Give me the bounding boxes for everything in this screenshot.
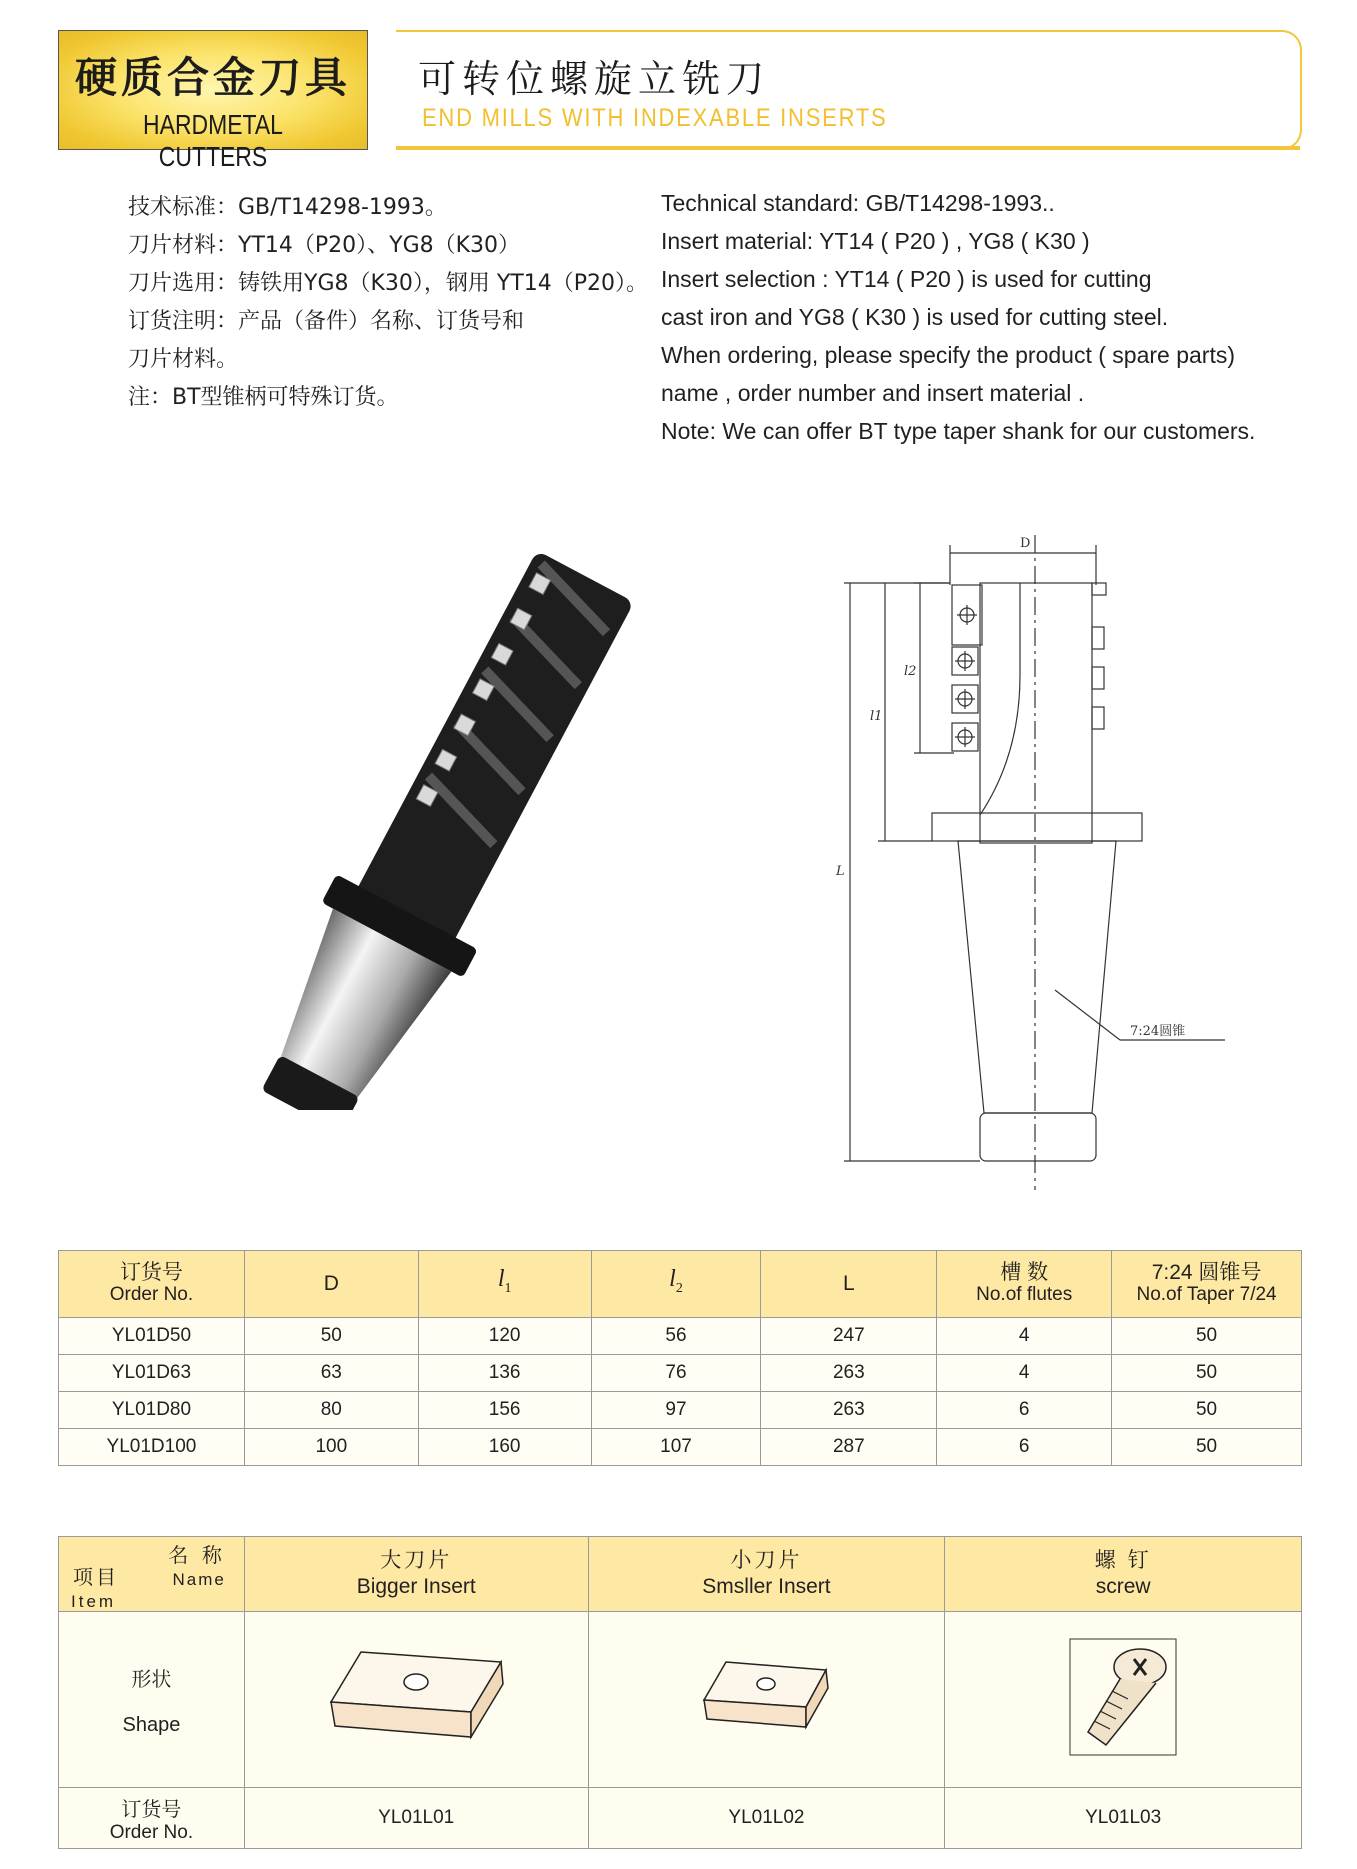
- page-title-cn: 可转位螺旋立铣刀: [418, 57, 771, 101]
- screw-shape: [945, 1612, 1302, 1788]
- parts-order-row: [59, 1788, 1302, 1849]
- header-D: D: [244, 1251, 418, 1318]
- page-title-en: END MILLS WITH INDEXABLE INSERTS: [422, 104, 888, 132]
- column-smaller-insert: 小刀片 Smsller Insert: [588, 1537, 945, 1612]
- drawing-label-taper: 7:24圆锥: [1130, 1024, 1186, 1039]
- screw-icon: [1068, 1637, 1178, 1757]
- cell-order: YL01D63: [59, 1355, 245, 1392]
- header-flutes: 槽 数 No.of flutes: [937, 1251, 1112, 1318]
- cell-taper: 50: [1112, 1392, 1302, 1429]
- header-l2: $l_2$: [591, 1251, 761, 1318]
- shape-label-cell: 形状 Shape: [59, 1612, 245, 1788]
- parts-header-row: [59, 1537, 1302, 1612]
- column-bigger-insert: 大刀片 Bigger Insert: [244, 1537, 588, 1612]
- cell-order: YL01D80: [59, 1392, 245, 1429]
- cell-D: 50: [244, 1318, 418, 1355]
- header-taper: 7:24 圆锥号 No.of Taper 7/24: [1112, 1251, 1302, 1318]
- smaller-insert-icon: [696, 1652, 836, 1742]
- drawing-label-D: D: [1020, 536, 1031, 551]
- bigger-insert-icon: [321, 1642, 511, 1752]
- desc-en-line: Note: We can offer BT type taper shank for our customers.: [661, 418, 1256, 444]
- shape-row: [59, 1612, 1302, 1788]
- header-L: L: [761, 1251, 937, 1318]
- drawing-label-l1: l1: [870, 709, 883, 724]
- drawing-label-L: L: [836, 864, 845, 879]
- cell-order: YL01L02: [588, 1788, 945, 1849]
- desc-en-line: When ordering, please specify the product ( spare parts): [661, 342, 1236, 368]
- cell-L: 247: [761, 1318, 937, 1355]
- desc-en-line: Insert material: YT14 ( P20 ) , YG8 ( K30 ): [661, 228, 1090, 254]
- desc-cn-line: 刀片材料。: [128, 347, 239, 372]
- cell-l2: 56: [591, 1318, 761, 1355]
- badge-title-cn: 硬质合金刀具: [74, 53, 351, 102]
- smaller-insert-shape: [588, 1612, 945, 1788]
- table-row: [59, 1318, 1302, 1355]
- bigger-insert-shape: [244, 1612, 588, 1788]
- desc-cn-line: 刀片选用：铸铁用YG8（K30），钢用 YT14（P20）。: [128, 271, 649, 296]
- corner-name-cn: 名 称: [168, 1545, 226, 1567]
- drawing-label-l2: l2: [904, 664, 917, 679]
- corner-name-en: Name: [172, 1570, 226, 1589]
- end-mill-drawing: [830, 535, 1250, 1195]
- cell-L: 263: [761, 1392, 937, 1429]
- header-l1: $l_1$: [418, 1251, 591, 1318]
- cell-D: 100: [244, 1429, 418, 1466]
- desc-en-line: Insert selection : YT14 ( P20 ) is used for cutting: [661, 266, 1152, 292]
- desc-en-line: Technical standard: GB/T14298-1993..: [661, 190, 1055, 216]
- cell-flutes: 6: [937, 1429, 1112, 1466]
- table-row: [59, 1429, 1302, 1466]
- desc-cn-line: 刀片材料：YT14（P20）、YG8（K30）: [128, 233, 521, 258]
- corner-item-en: Item: [71, 1592, 117, 1611]
- cell-D: 63: [244, 1355, 418, 1392]
- cell-l1: 160: [418, 1429, 591, 1466]
- corner-item-cn: 项目: [73, 1567, 119, 1589]
- cell-l1: 120: [418, 1318, 591, 1355]
- desc-cn-line: 订货注明：产品（备件）名称、订货号和: [128, 309, 525, 334]
- spec-table: [58, 1250, 1302, 1466]
- cell-L: 287: [761, 1429, 937, 1466]
- desc-cn-line: 技术标准：GB/T14298-1993。: [128, 195, 447, 220]
- cell-l2: 76: [591, 1355, 761, 1392]
- cell-flutes: 4: [937, 1355, 1112, 1392]
- category-badge: [58, 30, 368, 172]
- desc-en-line: cast iron and YG8 ( K30 ) is used for cutting steel.: [661, 304, 1169, 330]
- desc-cn-line: 注：BT型锥柄可特殊订货。: [128, 385, 399, 410]
- table-row: [59, 1392, 1302, 1429]
- parts-table: [58, 1536, 1302, 1849]
- header-order-no: 订货号 Order No.: [59, 1251, 245, 1318]
- cell-l2: 107: [591, 1429, 761, 1466]
- spec-header-row: [59, 1251, 1302, 1318]
- cell-flutes: 6: [937, 1392, 1112, 1429]
- column-screw: 螺 钉 screw: [945, 1537, 1302, 1612]
- cell-l1: 136: [418, 1355, 591, 1392]
- badge-title-en: HARDMETAL CUTTERS: [143, 109, 283, 172]
- cell-l1: 156: [418, 1392, 591, 1429]
- cell-l2: 97: [591, 1392, 761, 1429]
- cell-flutes: 4: [937, 1318, 1112, 1355]
- cell-taper: 50: [1112, 1355, 1302, 1392]
- corner-cell: [59, 1537, 245, 1612]
- order-label-cell: 订货号 Order No.: [59, 1788, 245, 1849]
- cell-D: 80: [244, 1392, 418, 1429]
- cell-order: YL01L01: [244, 1788, 588, 1849]
- cell-order: YL01L03: [945, 1788, 1302, 1849]
- cell-taper: 50: [1112, 1318, 1302, 1355]
- table-row: [59, 1355, 1302, 1392]
- cell-L: 263: [761, 1355, 937, 1392]
- end-mill-photo: [255, 550, 635, 1110]
- cell-taper: 50: [1112, 1429, 1302, 1466]
- desc-en-line: name , order number and insert material .: [661, 380, 1085, 406]
- cell-order: YL01D50: [59, 1318, 245, 1355]
- cell-order: YL01D100: [59, 1429, 245, 1466]
